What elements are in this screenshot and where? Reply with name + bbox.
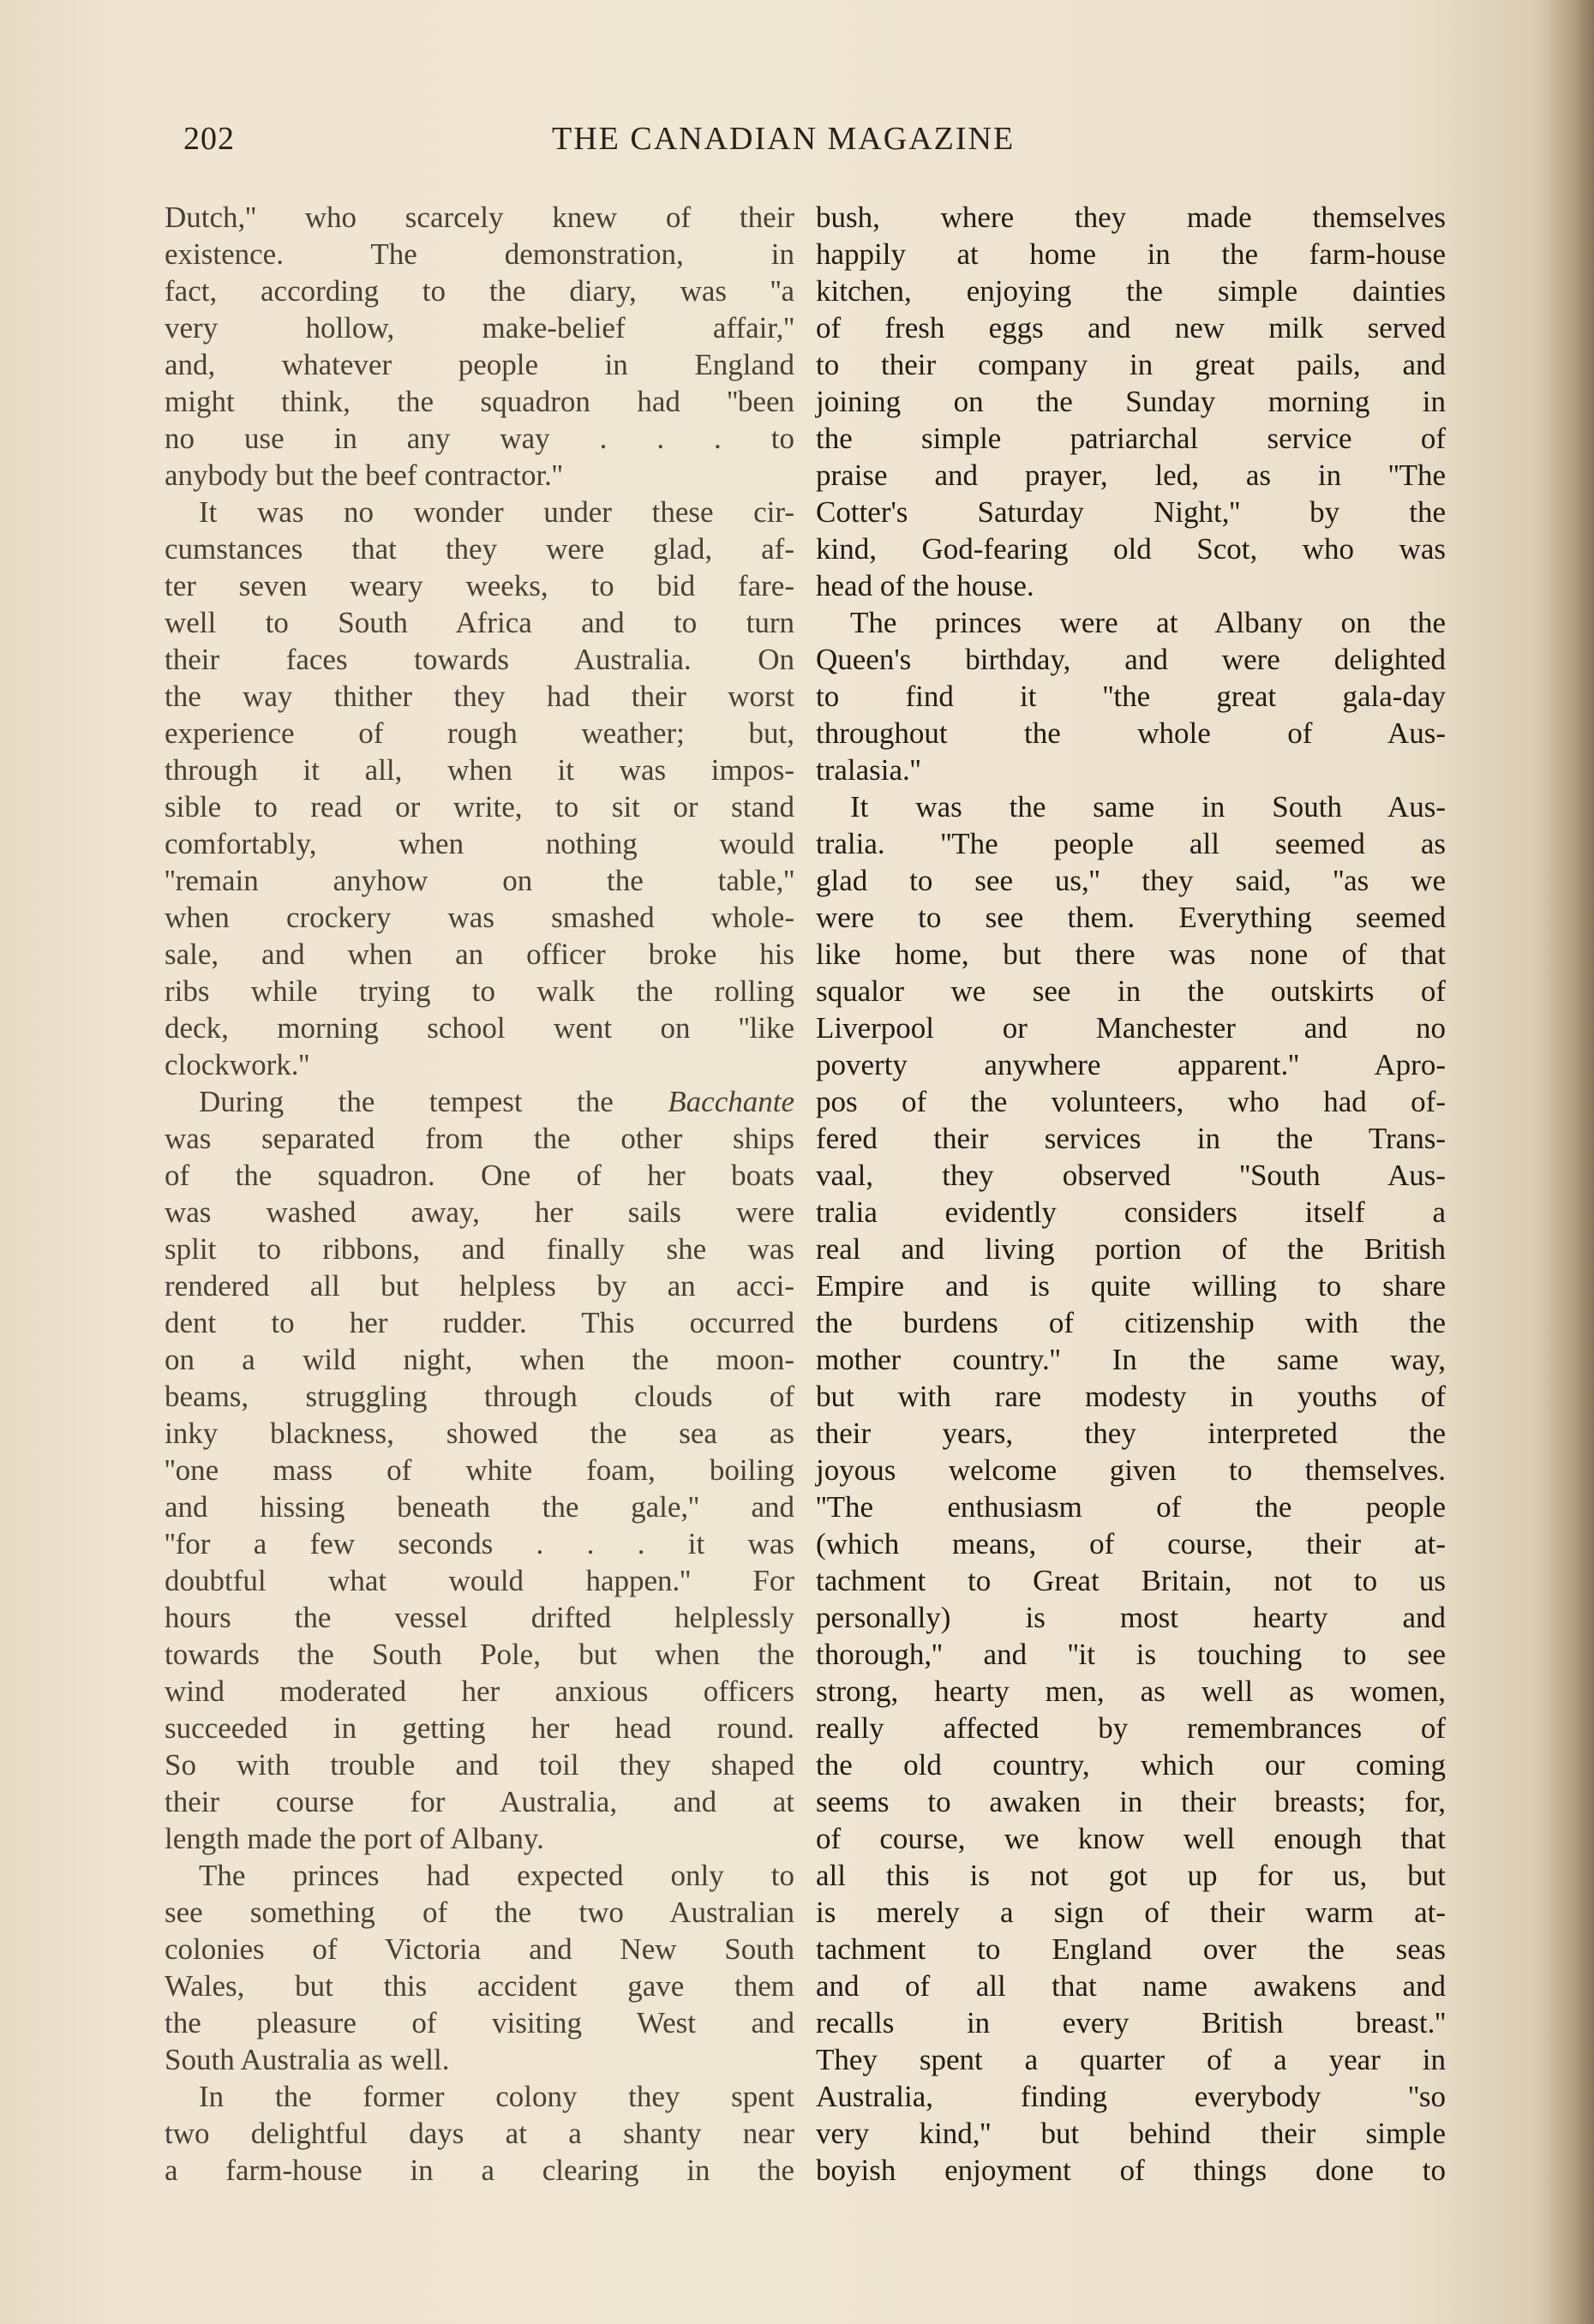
text-line-content: doubtful what would happen.'' For [165, 1564, 794, 1597]
text-line-content: Liverpool or Manchester and no [816, 1011, 1446, 1045]
text-line [165, 2041, 794, 2078]
page-header [183, 120, 1083, 171]
text-line [816, 1415, 1446, 1452]
text-line-content: and, whatever people in England [165, 348, 794, 381]
text-line [816, 862, 1446, 899]
text-line [165, 346, 794, 383]
text-line [816, 1341, 1446, 1378]
running-title: THE CANADIAN MAGAZINE [552, 121, 1016, 157]
text-line-content: sible to read or write, to sit or stand [165, 790, 794, 824]
text-line [165, 1636, 794, 1673]
text-line [165, 236, 794, 273]
text-line [165, 2004, 794, 2041]
text-line [816, 1120, 1446, 1157]
text-line [165, 641, 794, 678]
text-line-content: was separated from the other ships [165, 1122, 794, 1155]
text-line [165, 199, 794, 236]
text-line-content: glad to see us,'' they said, ''as we [816, 864, 1446, 897]
text-line [165, 1488, 794, 1525]
text-line-content: ''The enthusiasm of the people [816, 1490, 1446, 1524]
text-line [165, 825, 794, 862]
text-line [165, 567, 794, 604]
text-line [816, 825, 1446, 862]
text-line [816, 1452, 1446, 1488]
text-line [816, 1599, 1446, 1636]
text-line [816, 1231, 1446, 1267]
page-number: 202 [183, 121, 235, 157]
text-line-content: boyish enjoyment of things done to [816, 2153, 1446, 2187]
text-line [816, 788, 1446, 825]
text-line-content: to their company in great pails, and [816, 348, 1446, 381]
text-line [816, 2004, 1446, 2041]
text-line-content: were to see them. Everything seemed [816, 901, 1446, 934]
text-line [165, 457, 794, 494]
text-line-content: Empire and is quite willing to share [816, 1269, 1446, 1303]
text-line-content: very kind,'' but behind their simple [816, 2117, 1446, 2150]
text-line [816, 1157, 1446, 1194]
text-line [165, 1525, 794, 1562]
text-line-content: their faces towards Australia. On [165, 643, 794, 676]
text-line-content: seems to awaken in their breasts; for, [816, 1785, 1446, 1818]
text-line-content: dent to her rudder. This occurred [165, 1306, 794, 1339]
text-line-content: Cotter's Saturday Night,'' by the [816, 495, 1446, 529]
text-line [165, 2115, 794, 2152]
text-line-content: mother country.'' In the same way, [816, 1343, 1446, 1376]
text-line [816, 936, 1446, 973]
text-line-content: fact, according to the diary, was ''a [165, 274, 794, 308]
text-line [816, 2152, 1446, 2189]
text-line [165, 604, 794, 641]
text-line [816, 2041, 1446, 2078]
text-line-content: During the tempest the [199, 1085, 614, 1118]
text-line-content: the burdens of citizenship with the [816, 1306, 1446, 1339]
text-line-content: squalor we see in the outskirts of [816, 974, 1446, 1008]
text-line-content: ''for a few seconds . . . it was [165, 1527, 794, 1560]
text-line [816, 383, 1446, 420]
text-line [816, 1488, 1446, 1525]
text-line [816, 2115, 1446, 2152]
text-line [816, 236, 1446, 273]
text-line-content: of course, we know well enough that [816, 1822, 1446, 1855]
text-line-content: no use in any way . . . to [165, 422, 794, 455]
text-line [816, 973, 1446, 1009]
text-line-content: happily at home in the farm-house [816, 237, 1446, 271]
text-line-content: tachment to England over the seas [816, 1932, 1446, 1966]
text-line [165, 678, 794, 715]
text-line-content: deck, morning school went on ''like [165, 1011, 794, 1045]
text-line [816, 1083, 1446, 1120]
text-line [165, 715, 794, 752]
text-line [165, 1378, 794, 1415]
text-line-content: well to South Africa and to turn [165, 606, 794, 639]
text-line-content: pos of the volunteers, who had of- [816, 1085, 1446, 1118]
text-line-content: In the former colony they spent [199, 2080, 794, 2113]
text-line [165, 1820, 794, 1857]
text-line-content: the way thither they had their worst [165, 680, 794, 713]
text-line-content: ''one mass of white foam, boiling [165, 1453, 794, 1487]
text-line [816, 199, 1446, 236]
text-line [165, 862, 794, 899]
text-line-content: praise and prayer, led, as in ''The [816, 458, 1446, 492]
text-line-content: The princes were at Albany on the [850, 606, 1446, 639]
text-line-content: the simple patriarchal service of [816, 422, 1446, 455]
text-line [816, 420, 1446, 457]
text-line [816, 1820, 1446, 1857]
text-line-content: all this is not got up for us, but [816, 1859, 1446, 1892]
text-line-content: is merely a sign of their warm at- [816, 1896, 1446, 1929]
text-line [816, 641, 1446, 678]
text-line [816, 1194, 1446, 1231]
text-line-content: clockwork.'' [165, 1048, 310, 1081]
text-line-content: It was the same in South Aus- [850, 790, 1446, 824]
text-line-content: Wales, but this accident gave them [165, 1969, 794, 2003]
text-line [165, 973, 794, 1009]
text-line [165, 1599, 794, 1636]
text-line [165, 1083, 794, 1120]
text-line [816, 530, 1446, 567]
text-line [816, 1046, 1446, 1083]
text-line-content: very hollow, make-belief affair,'' [165, 311, 794, 344]
text-line-content: the old country, which our coming [816, 1748, 1446, 1782]
text-line [816, 752, 1446, 788]
text-line [165, 1783, 794, 1820]
text-line-content: of fresh eggs and new milk served [816, 311, 1446, 344]
text-line [816, 1968, 1446, 2004]
text-line-content: tralasia.'' [816, 753, 921, 787]
text-line [816, 494, 1446, 530]
text-line-content: comfortably, when nothing would [165, 827, 794, 860]
text-line [816, 1009, 1446, 1046]
text-line-content: cumstances that they were glad, af- [165, 532, 794, 566]
text-line [165, 1231, 794, 1267]
text-line-content: anybody but the beef contractor.'' [165, 458, 563, 492]
text-line-content: joining on the Sunday morning in [816, 385, 1446, 418]
text-line-content: personally) is most hearty and [816, 1601, 1446, 1634]
text-line [165, 1710, 794, 1746]
text-line [165, 1857, 794, 1894]
text-line-content: poverty anywhere apparent.'' Apro- [816, 1048, 1446, 1081]
text-line [165, 1894, 794, 1931]
text-line [165, 1304, 794, 1341]
text-line-content: their course for Australia, and at [165, 1785, 794, 1818]
text-line-content: It was no wonder under these cir- [199, 495, 794, 529]
text-line-content: their years, they interpreted the [816, 1417, 1446, 1450]
text-line-content: experience of rough weather; but, [165, 716, 794, 750]
text-line [165, 1341, 794, 1378]
text-line-content: like home, but there was none of that [816, 937, 1446, 971]
text-line-content: hours the vessel drifted helplessly [165, 1601, 794, 1634]
text-line [165, 1673, 794, 1710]
text-line [165, 1562, 794, 1599]
text-line [816, 1857, 1446, 1894]
text-line-content: joyous welcome given to themselves. [816, 1453, 1446, 1487]
text-line-content: wind moderated her anxious officers [165, 1674, 794, 1708]
text-line-content: recalls in every British breast.'' [816, 2006, 1446, 2039]
text-line [816, 1783, 1446, 1820]
text-line [165, 309, 794, 346]
text-line [165, 530, 794, 567]
text-line [816, 899, 1446, 936]
text-line [816, 2078, 1446, 2115]
text-line-content: South Australia as well. [165, 2043, 450, 2076]
text-line-content: a farm-house in a clearing in the [165, 2153, 794, 2187]
text-line-content: The princes had expected only to [199, 1859, 794, 1892]
page-edge-shadow [1534, 0, 1594, 2324]
text-line [165, 752, 794, 788]
text-line-content: tralia. ''The people all seemed as [816, 827, 1446, 860]
text-line-content: the pleasure of visiting West and [165, 2006, 794, 2039]
text-line [165, 2078, 794, 2115]
text-line-content: So with trouble and toil they shaped [165, 1748, 794, 1782]
text-line-content: Australia, finding everybody ''so [816, 2080, 1446, 2113]
text-line-content: real and living portion of the British [816, 1232, 1446, 1266]
text-line [816, 1931, 1446, 1968]
text-line-content: might think, the squadron had ''been [165, 385, 794, 418]
text-line-content: Dutch,'' who scarcely knew of their [165, 201, 794, 234]
text-line-content: kitchen, enjoying the simple dainties [816, 274, 1446, 308]
text-line [816, 457, 1446, 494]
text-line-content: really affected by remembrances of [816, 1711, 1446, 1745]
text-line-content: bush, where they made themselves [816, 201, 1446, 234]
text-line-content: length made the port of Albany. [165, 1822, 544, 1855]
text-line [816, 309, 1446, 346]
text-line-content: ribs while trying to walk the rolling [165, 974, 794, 1008]
text-line [816, 273, 1446, 309]
text-line-content: towards the South Pole, but when the [165, 1638, 794, 1671]
text-line [816, 1673, 1446, 1710]
text-line [165, 273, 794, 309]
text-line [816, 678, 1446, 715]
text-line-content: was washed away, her sails were [165, 1195, 794, 1229]
text-line-content: on a wild night, when the moon- [165, 1343, 794, 1376]
ship-name-italic: Bacchante [668, 1085, 794, 1118]
text-line [165, 383, 794, 420]
text-line-content: They spent a quarter of a year in [816, 2043, 1446, 2076]
text-line [165, 1267, 794, 1304]
text-line [816, 1267, 1446, 1304]
text-line [165, 1452, 794, 1488]
text-line [816, 1636, 1446, 1673]
text-line [165, 494, 794, 530]
text-line-content: strong, hearty men, as well as women, [816, 1674, 1446, 1708]
text-line-content: tralia evidently considers itself a [816, 1195, 1446, 1229]
text-line [165, 936, 794, 973]
text-line-content: to find it ''the great gala-day [816, 680, 1446, 713]
text-line-content: succeeded in getting her head round. [165, 1711, 794, 1745]
text-line-content: ''remain anyhow on the table,'' [165, 864, 794, 897]
text-line-content: see something of the two Australian [165, 1896, 794, 1929]
text-line-content: two delightful days at a shanty near [165, 2117, 794, 2150]
text-line [816, 346, 1446, 383]
text-line [165, 1415, 794, 1452]
text-line-content: beams, struggling through clouds of [165, 1380, 794, 1413]
text-line-content: ter seven weary weeks, to bid fare- [165, 569, 794, 602]
text-line-content: vaal, they observed ''South Aus- [816, 1159, 1446, 1192]
text-line [165, 2152, 794, 2189]
text-line-content: but with rare modesty in youths of [816, 1380, 1446, 1413]
text-line-content: thorough,'' and ''it is touching to see [816, 1638, 1446, 1671]
text-line-content: and hissing beneath the gale,'' and [165, 1490, 794, 1524]
text-line [816, 1304, 1446, 1341]
text-line [165, 1046, 794, 1083]
text-line [165, 1746, 794, 1783]
text-line [816, 1378, 1446, 1415]
text-line [816, 1525, 1446, 1562]
text-line [165, 1931, 794, 1968]
right-text-column [816, 199, 1446, 2189]
text-line [165, 1194, 794, 1231]
text-line-content: when crockery was smashed whole- [165, 901, 794, 934]
text-line-content: kind, God-fearing old Scot, who was [816, 532, 1446, 566]
text-line [165, 1157, 794, 1194]
text-line-content: throughout the whole of Aus- [816, 716, 1446, 750]
text-line-content: fered their services in the Trans- [816, 1122, 1446, 1155]
text-line [816, 1746, 1446, 1783]
text-line-content: inky blackness, showed the sea as [165, 1417, 794, 1450]
text-line [165, 1968, 794, 2004]
text-line-content: and of all that name awakens and [816, 1969, 1446, 2003]
text-line-content: Queen's birthday, and were delighted [816, 643, 1446, 676]
text-line-content: split to ribbons, and finally she was [165, 1232, 794, 1266]
text-line [816, 715, 1446, 752]
text-line-content: tachment to Great Britain, not to us [816, 1564, 1446, 1597]
text-line-content: through it all, when it was impos- [165, 753, 794, 787]
left-text-column [165, 199, 794, 2189]
text-line-content: head of the house. [816, 569, 1034, 602]
text-line-content: existence. The demonstration, in [165, 237, 794, 271]
text-line-content: rendered all but helpless by an acci- [165, 1269, 794, 1303]
text-line [165, 899, 794, 936]
text-line [165, 1120, 794, 1157]
text-line-content: (which means, of course, their at- [816, 1527, 1446, 1560]
text-line [165, 788, 794, 825]
text-line [165, 1009, 794, 1046]
text-line [816, 1710, 1446, 1746]
text-line [816, 1562, 1446, 1599]
text-line [165, 420, 794, 457]
text-line-content: colonies of Victoria and New South [165, 1932, 794, 1966]
text-line [816, 567, 1446, 604]
text-line-content: of the squadron. One of her boats [165, 1159, 794, 1192]
text-line [816, 1894, 1446, 1931]
text-line-content: sale, and when an officer broke his [165, 937, 794, 971]
text-line [816, 604, 1446, 641]
